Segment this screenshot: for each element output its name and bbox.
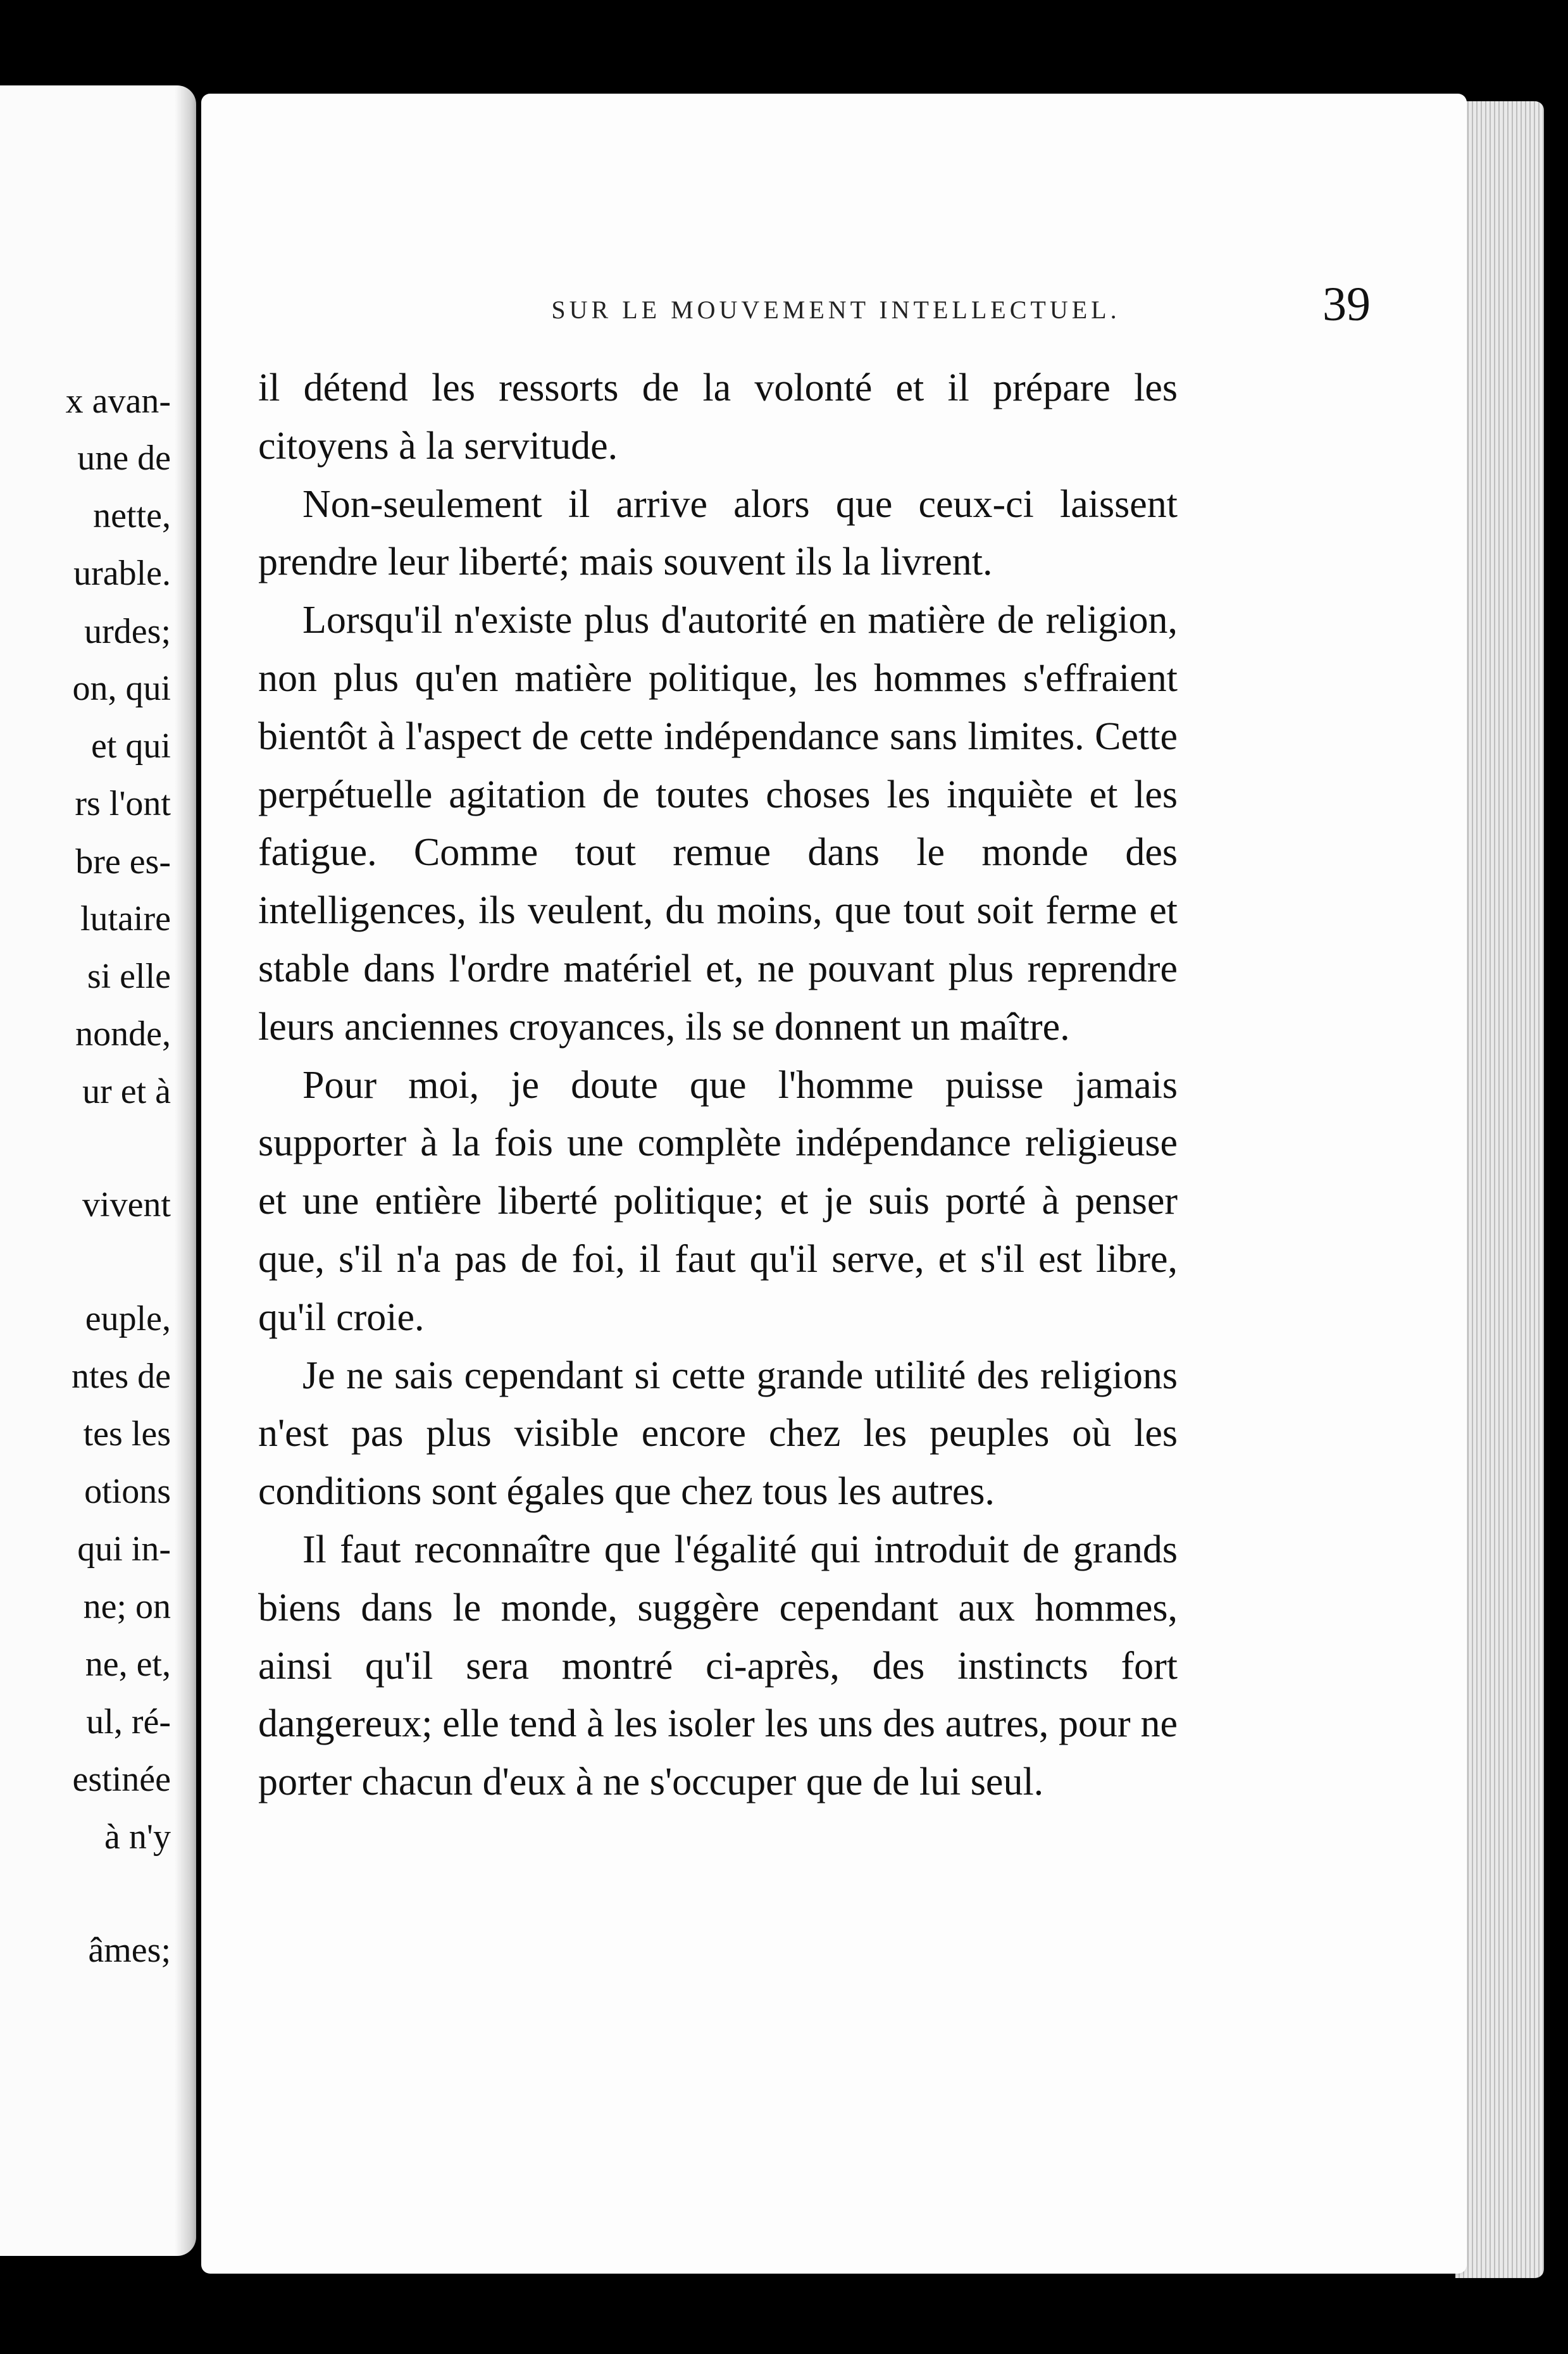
left-page-line: estinée [72,1760,171,1799]
gutter-shadow [175,85,196,2256]
left-page-line: tes les [83,1414,171,1454]
main-page [201,94,1467,2274]
left-page-line: une de [77,439,171,478]
left-page-line: rs l'ont [75,784,171,823]
paragraph: Il faut reconnaître que l'égalité qui introduit de grands biens dans le monde, suggère cependant aux hommes, ainsi qu'il sera montré ci-après, des instincts fort dangereux; elle tend à les isoler les uns des autres, pour ne porter chacun d'eux à ne s'occuper que de lui seul. [258,1528,1178,1804]
left-page-line: si elle [87,957,171,996]
paragraph: Pour moi, je doute que l'homme puisse jamais supporter à la fois une complète indépendance religieuse et une entière liberté politique; et je suis porté à penser que, s'il n'a pas de foi, il faut qu'il serve, et s'il est libre, qu'il croie. [258,1063,1178,1339]
left-page-line: x avan- [65,382,171,421]
body-text [258,359,1178,1812]
paragraph: Je ne sais cependant si cette grande utilité des religions n'est pas plus visible encore chez les peuples où les conditions sont égales que chez tous les autres. [258,1354,1178,1514]
left-page-line: à n'y [104,1817,171,1857]
left-page-line: bre es- [75,842,171,881]
left-page-line: nonde, [75,1014,171,1054]
left-page-line: on, qui [72,669,171,708]
left-page-line: otions [84,1472,171,1511]
left-page-line: nette, [93,496,171,535]
page-number: 39 [1322,278,1371,331]
running-head: SUR LE MOUVEMENT INTELLECTUEL. [551,296,1121,324]
paragraph: il détend les ressorts de la volonté et il prépare les citoyens à la servitude. [258,366,1178,468]
paragraph: Lorsqu'il n'existe plus d'autorité en matière de religion, non plus qu'en matière politique, les hommes s'effraient bientôt à l'aspect de cette indépendance sans limites. Cette perpétuelle agitation de toutes choses les inquiète et les fatigue. Comme tout remue dans le monde des intelligences, ils veulent, du moins, que tout soit ferme et stable dans l'ordre matériel et, ne pouvant plus reprendre leurs anciennes croyances, ils se donnent un maître. [258,599,1178,1049]
left-page-line: ne, et, [85,1645,171,1684]
left-page-line: qui in- [77,1529,171,1569]
left-page-line: ntes de [71,1357,171,1396]
left-page-line: ur et à [82,1072,171,1111]
left-page-line: ul, ré- [86,1702,171,1741]
left-page-line: âmes; [88,1931,171,1970]
paragraph: Non-seulement il arrive alors que ceux-ci laissent prendre leur liberté; mais souvent ils la livrent. [258,482,1178,584]
left-page-line: lutaire [80,899,171,938]
left-page [0,85,196,2256]
page-stack-edges [1455,101,1544,2278]
left-page-line: vivent [82,1185,171,1224]
left-page-line: et qui [91,726,171,766]
left-page-line: ne; on [83,1587,171,1626]
left-page-line: urable. [73,554,171,593]
left-page-line: urdes; [84,612,171,651]
left-page-line: euple, [85,1299,171,1338]
